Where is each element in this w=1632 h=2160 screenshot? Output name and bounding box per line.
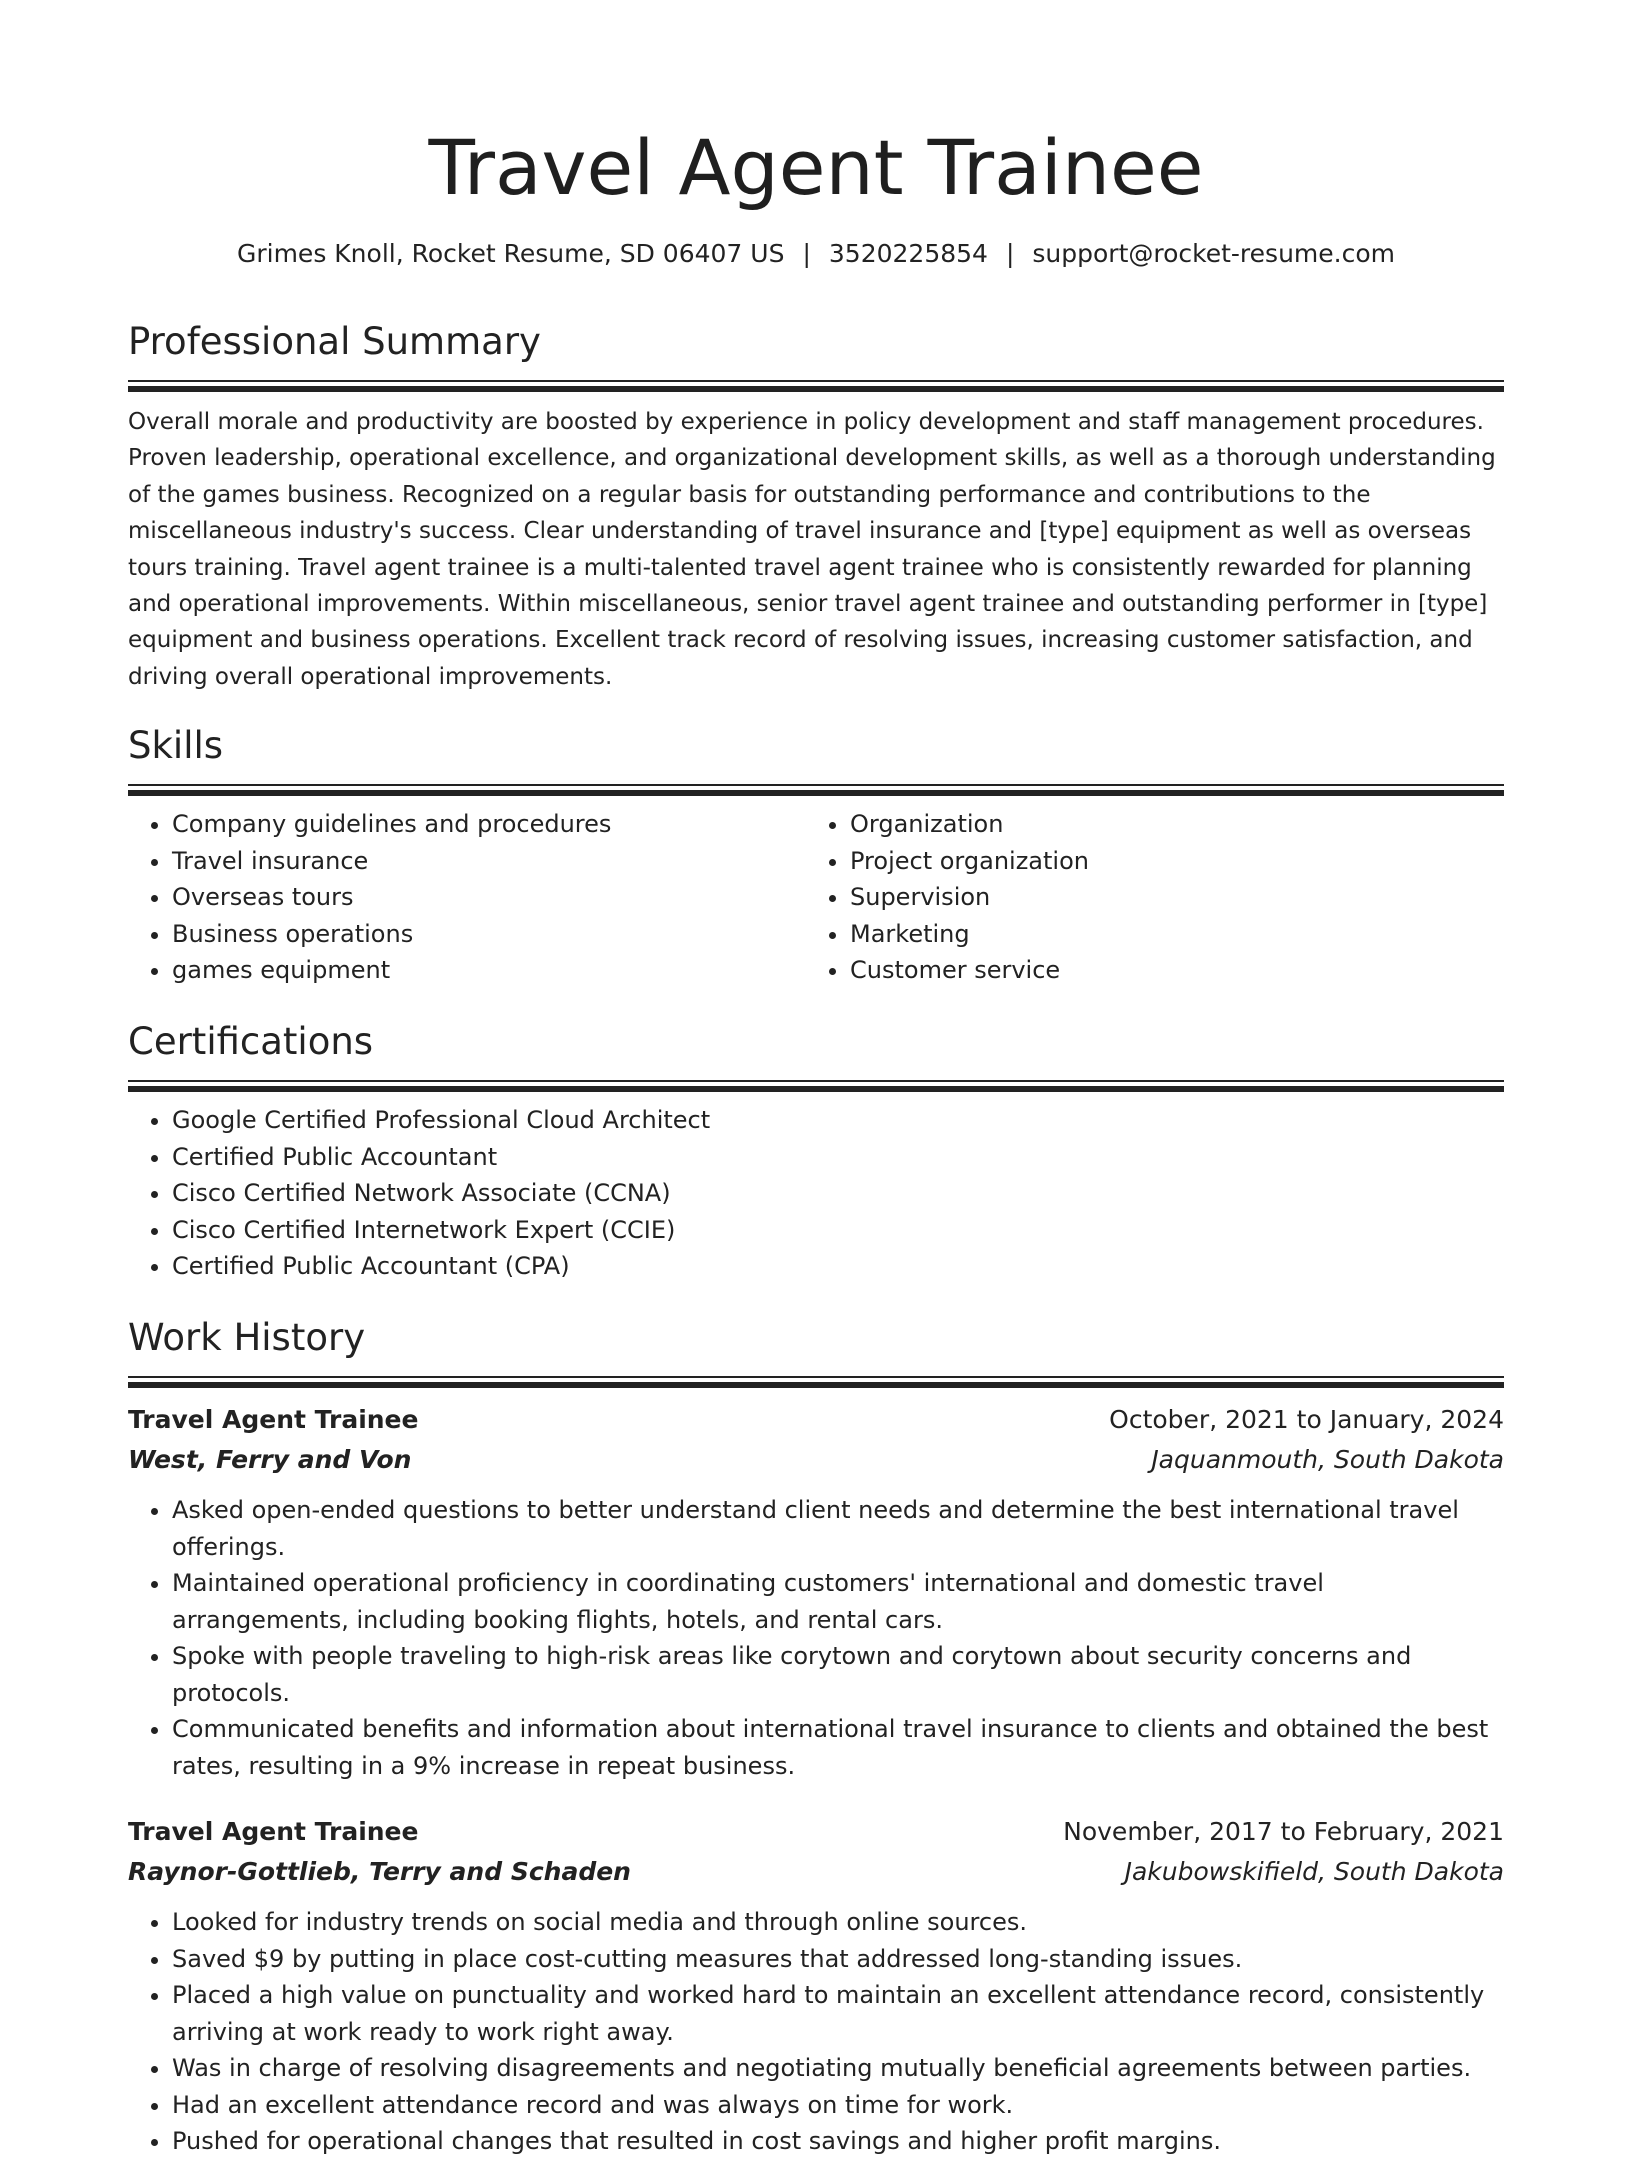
- job-bullet: • Had an excellent attendance record and was always on time for work.: [172, 2087, 1504, 2124]
- job-bullet: • Communicated benefits and information about international travel insurance to clients and obtained the best rates, resulting in a 9% increase in repeat business.: [172, 1711, 1504, 1784]
- job-bullet: • Saved $9 by putting in place cost-cutting measures that addressed long-standing issues.: [172, 1941, 1504, 1978]
- job-bullet: • Placed a high value on punctuality and worked hard to maintain an excellent attendance record, consistently arriving at work ready to work right away.: [172, 1977, 1504, 2050]
- section-divider-thick: [128, 386, 1504, 392]
- job-entry: [128, 1812, 1504, 2160]
- job-bullet: • Asked open-ended questions to better understand client needs and determine the best international travel offerings.: [172, 1492, 1504, 1565]
- work-history-heading: Work History: [128, 1316, 366, 1359]
- certification-item: • Google Certified Professional Cloud Architect: [172, 1102, 1504, 1139]
- section-divider: [128, 1376, 1504, 1378]
- summary-heading: Professional Summary: [128, 320, 541, 363]
- section-divider: [128, 380, 1504, 382]
- job-bullet: • Pushed for operational changes that resulted in cost savings and higher profit margins.: [172, 2123, 1504, 2160]
- job-location: Jaquanmouth, South Dakota: [1151, 1445, 1504, 1474]
- job-header: [128, 1812, 1504, 1852]
- skill-item: • games equipment: [172, 952, 806, 989]
- job-subheader: [128, 1440, 1504, 1480]
- certification-item: • Cisco Certified Internetwork Expert (CCIE): [172, 1212, 1504, 1249]
- skills-right-column: [806, 796, 1484, 989]
- skills-heading: Skills: [128, 724, 224, 767]
- skill-item: • Organization: [850, 806, 1484, 843]
- job-location: Jakubowskifield, South Dakota: [1124, 1857, 1504, 1886]
- job-bullet: • Was in charge of resolving disagreements and negotiating mutually beneficial agreements between parties.: [172, 2050, 1504, 2087]
- certification-item: • Certified Public Accountant: [172, 1139, 1504, 1176]
- contact-separator: |: [1005, 239, 1015, 268]
- skills-left-column: [128, 796, 806, 989]
- skill-item: • Overseas tours: [172, 879, 806, 916]
- section-divider: [128, 784, 1504, 786]
- skills-section: [128, 720, 1504, 989]
- contact-address: Grimes Knoll, Rocket Resume, SD 06407 US: [236, 239, 785, 268]
- work-history-section: [128, 1312, 1504, 2160]
- job-dates: November, 2017 to February, 2021: [1063, 1817, 1504, 1846]
- job-bullet: • Spoke with people traveling to high-risk areas like corytown and corytown about security concerns and protocols.: [172, 1638, 1504, 1711]
- job-bullet: • Maintained operational proficiency in coordinating customers' international and domestic travel arrangements, including booking flights, hotels, and rental cars.: [172, 1565, 1504, 1638]
- job-subheader: [128, 1852, 1504, 1892]
- job-company: Raynor-Gottlieb, Terry and Schaden: [128, 1857, 631, 1886]
- skill-item: • Supervision: [850, 879, 1484, 916]
- contact-email: support@rocket-resume.com: [1032, 239, 1395, 268]
- section-divider-thick: [128, 1086, 1504, 1092]
- job-bullet: • Looked for industry trends on social media and through online sources.: [172, 1904, 1504, 1941]
- job-bullets: [128, 1904, 1504, 2160]
- skill-item: • Business operations: [172, 916, 806, 953]
- section-divider: [128, 1080, 1504, 1082]
- contact-phone: 3520225854: [828, 239, 988, 268]
- job-header: [128, 1400, 1504, 1440]
- skill-item: • Marketing: [850, 916, 1484, 953]
- skills-list-right: [806, 806, 1484, 989]
- job-bullets: [128, 1492, 1504, 1784]
- certification-item: • Certified Public Accountant (CPA): [172, 1248, 1504, 1285]
- summary-section: [128, 316, 1504, 695]
- certifications-list: [128, 1102, 1504, 1285]
- job-entry: [128, 1400, 1504, 1784]
- skill-item: • Travel insurance: [172, 843, 806, 880]
- job-title: Travel Agent Trainee: [128, 1405, 419, 1434]
- job-dates: October, 2021 to January, 2024: [1109, 1405, 1504, 1434]
- skills-list-left: [128, 806, 806, 989]
- certifications-section: [128, 1016, 1504, 1285]
- contact-line: [128, 236, 1504, 272]
- contact-separator: |: [802, 239, 811, 268]
- summary-text: Overall morale and productivity are boosted by experience in policy development and staff management procedures. Proven leadership, operational excellence, and organizational development skills, as well as a thorough understanding of the games business. Recognized on a regular basis for outstanding performance and contributions to the miscellaneous industry's success. Clear understanding of travel insurance and [type] equipment as well as overseas tours training. Travel agent trainee is a multi-talented travel agent trainee who is consistently rewarded for planning and operational improvements. Within miscellaneous, senior travel agent trainee and outstanding performer in [type] equipment and business operations. Excellent track record of resolving issues, increasing customer satisfaction, and driving overall operational improvements.: [128, 409, 1496, 690]
- resume-title: Travel Agent Trainee: [428, 123, 1204, 212]
- skill-item: • Customer service: [850, 952, 1484, 989]
- section-divider-thick: [128, 1382, 1504, 1388]
- certifications-heading: Certifications: [128, 1020, 374, 1063]
- job-title: Travel Agent Trainee: [128, 1817, 419, 1846]
- job-company: West, Ferry and Von: [128, 1445, 412, 1474]
- skill-item: • Project organization: [850, 843, 1484, 880]
- skills-columns: [128, 796, 1504, 989]
- certification-item: • Cisco Certified Network Associate (CCNA): [172, 1175, 1504, 1212]
- skill-item: • Company guidelines and procedures: [172, 806, 806, 843]
